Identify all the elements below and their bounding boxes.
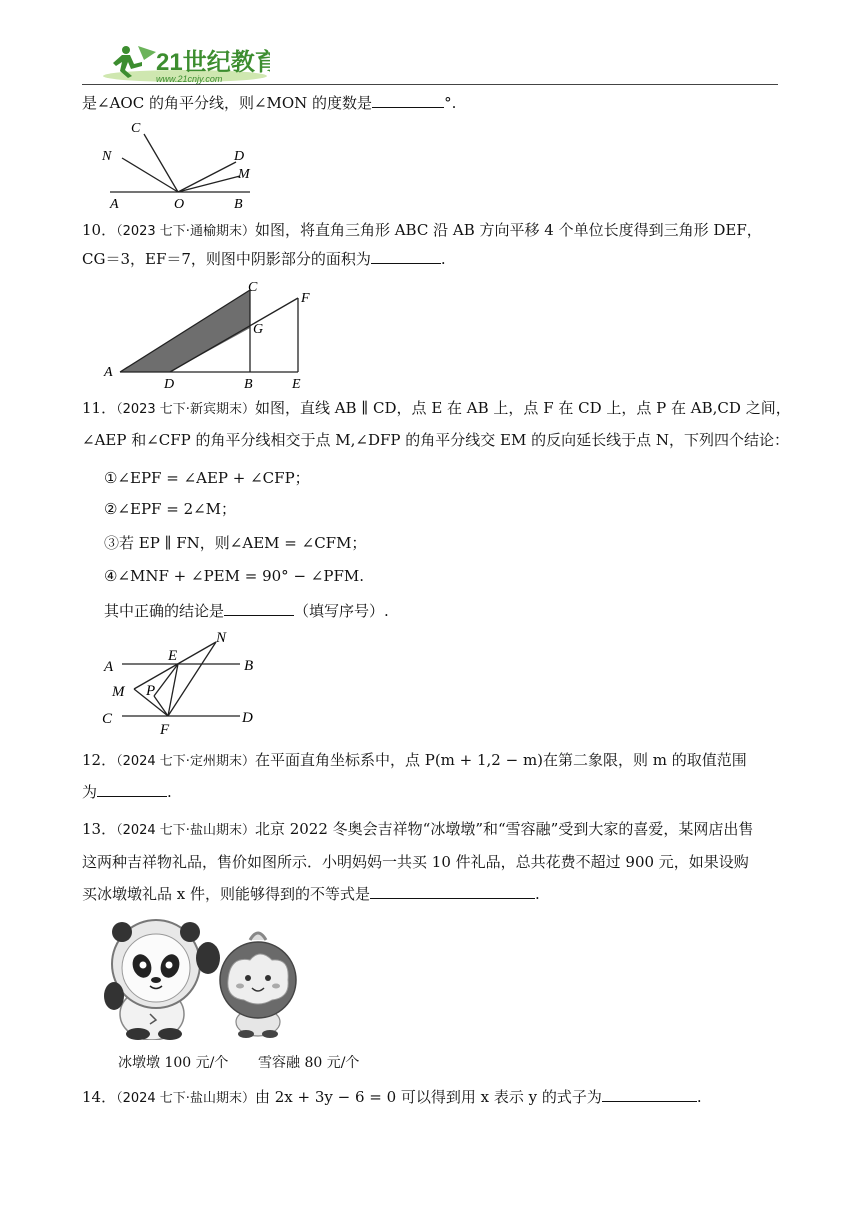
q11-label-f: F	[160, 722, 170, 738]
q11-text1: 如图，直线 AB ∥ CD，点 E 在 AB 上，点 F 在 CD 上，点 P 在 AB,CD 之间，	[254, 399, 791, 417]
q11-option-2: ②∠EPF = 2∠M；	[104, 500, 237, 518]
q13-source: （2024 七下·盐山期末）	[116, 823, 255, 838]
logo-text: 21世纪教育	[156, 49, 270, 76]
q12-text2: 为	[82, 783, 98, 801]
q14-line1	[82, 1086, 782, 1110]
q11-option-3: ③若 EP ∥ FN，则∠AEM = ∠CFM；	[104, 534, 367, 552]
q10-label-f: F	[301, 291, 310, 306]
q10-label-e: E	[292, 377, 301, 392]
q10-label-c: C	[248, 280, 258, 295]
q9-label-c: C	[131, 121, 141, 136]
q9-figure	[100, 118, 260, 208]
q9-text: 是∠AOC 的角平分线，则∠MON 的度数是	[82, 94, 373, 112]
q11-line1	[82, 397, 791, 421]
q10-figure	[100, 280, 320, 392]
q9-label-n: N	[102, 149, 112, 164]
q11-label-b: B	[244, 658, 254, 674]
q10-blank	[371, 249, 441, 264]
q13-tail: .	[535, 885, 540, 903]
q10-label-d: D	[164, 377, 175, 392]
caption-bing-dwen-dwen: 冰墩墩 100 元/个	[118, 1055, 229, 1071]
q10-source: （2023 七下·通榆期末）	[116, 224, 255, 239]
q10-text2: CG＝3，EF＝7，则图中阴影部分的面积为	[82, 250, 371, 268]
q12-text1: 在平面直角坐标系中，点 P(m + 1,2 − m)在第二象限，则 m 的取值范围	[254, 751, 747, 769]
mascot-image	[100, 918, 310, 1040]
q12-source: （2024 七下·定州期末）	[116, 754, 255, 769]
q13-line2: 这两种吉祥物礼品，售价如图所示．小明妈妈一共买 10 件礼品，总共花费不超过 900 元，如果设购	[82, 853, 749, 871]
q10-line2	[82, 248, 782, 270]
q9-label-a: A	[110, 197, 119, 208]
q11-label-m: M	[112, 684, 125, 700]
q11-label-d: D	[242, 710, 253, 726]
bing-dwen-dwen-icon	[104, 920, 220, 1040]
q13-blank	[370, 884, 535, 899]
q11-ask	[104, 600, 804, 622]
q9-tail: °.	[444, 94, 457, 112]
q12-line1	[82, 749, 782, 773]
q10-tail: .	[440, 250, 446, 268]
q9-label-d: D	[234, 149, 245, 164]
q11-label-c: C	[102, 711, 113, 727]
q14-source: （2024 七下·盐山期末）	[116, 1091, 255, 1106]
q10-label-a: A	[104, 365, 113, 380]
q13-text1: 北京 2022 冬奥会吉祥物“冰墩墩”和“雪容融”受到大家的喜爱，某网店出售	[254, 820, 754, 838]
q10-text1: 如图，将直角三角形 ABC 沿 AB 方向平移 4 个单位长度得到三角形 DEF，	[254, 221, 762, 239]
shuey-rhon-rhon-icon	[220, 933, 296, 1038]
q11-ask-text: 其中正确的结论是	[104, 602, 225, 620]
logo-url: www.21cnjy.com	[156, 74, 223, 84]
q11-number: 11．	[82, 399, 117, 417]
q9-label-b: B	[234, 197, 243, 208]
q11-line2	[82, 429, 790, 451]
q14-blank	[602, 1087, 697, 1102]
q10-label-g: G	[253, 322, 264, 337]
q11-source: （2023 七下·新宾期末）	[116, 402, 255, 417]
q11-figure	[98, 626, 268, 738]
q10-number: 10．	[82, 221, 117, 239]
q12-number: 12．	[82, 751, 117, 769]
q12-blank	[97, 782, 167, 797]
q11-blank	[224, 601, 294, 616]
q11-label-p: P	[146, 683, 156, 699]
q11-label-a: A	[104, 659, 114, 675]
q9-label-o: O	[174, 197, 185, 208]
q11-option-1: ①∠EPF = ∠AEP + ∠CFP；	[104, 469, 310, 487]
q9-blank	[372, 93, 444, 108]
q10-label-b: B	[244, 377, 253, 392]
q14-number: 14．	[82, 1088, 117, 1106]
q13-text3: 买冰墩墩礼品 x 件，则能够得到的不等式是	[82, 885, 370, 903]
q14-tail: .	[696, 1088, 702, 1106]
q11-ask-tail: （填写序号）.	[294, 602, 389, 620]
q11-text2: ∠AEP 和∠CFP 的角平分线相交于点 M,∠DFP 的角平分线交 EM 的反向延长线于点 N，下列四个结论：	[82, 431, 790, 449]
site-logo	[100, 40, 270, 86]
q12-tail: .	[167, 783, 172, 801]
q13-line1	[82, 818, 782, 842]
q13-line3	[82, 883, 782, 905]
q10-line1	[82, 219, 782, 243]
q13-number: 13．	[82, 820, 117, 838]
q14-text1: 由 2x + 3y − 6 = 0 可以得到用 x 表示 y 的式子为	[254, 1088, 602, 1106]
q9-label-m: M	[238, 167, 250, 182]
caption-shuey-rhon-rhon: 雪容融 80 元/个	[258, 1055, 360, 1071]
q9-line	[82, 92, 782, 114]
q11-label-e: E	[168, 648, 178, 664]
q11-option-4: ④∠MNF + ∠PEM = 90° − ∠PFM.	[104, 567, 364, 585]
header-rule	[82, 84, 778, 85]
q12-line2	[82, 781, 782, 803]
q11-label-n: N	[216, 630, 227, 646]
